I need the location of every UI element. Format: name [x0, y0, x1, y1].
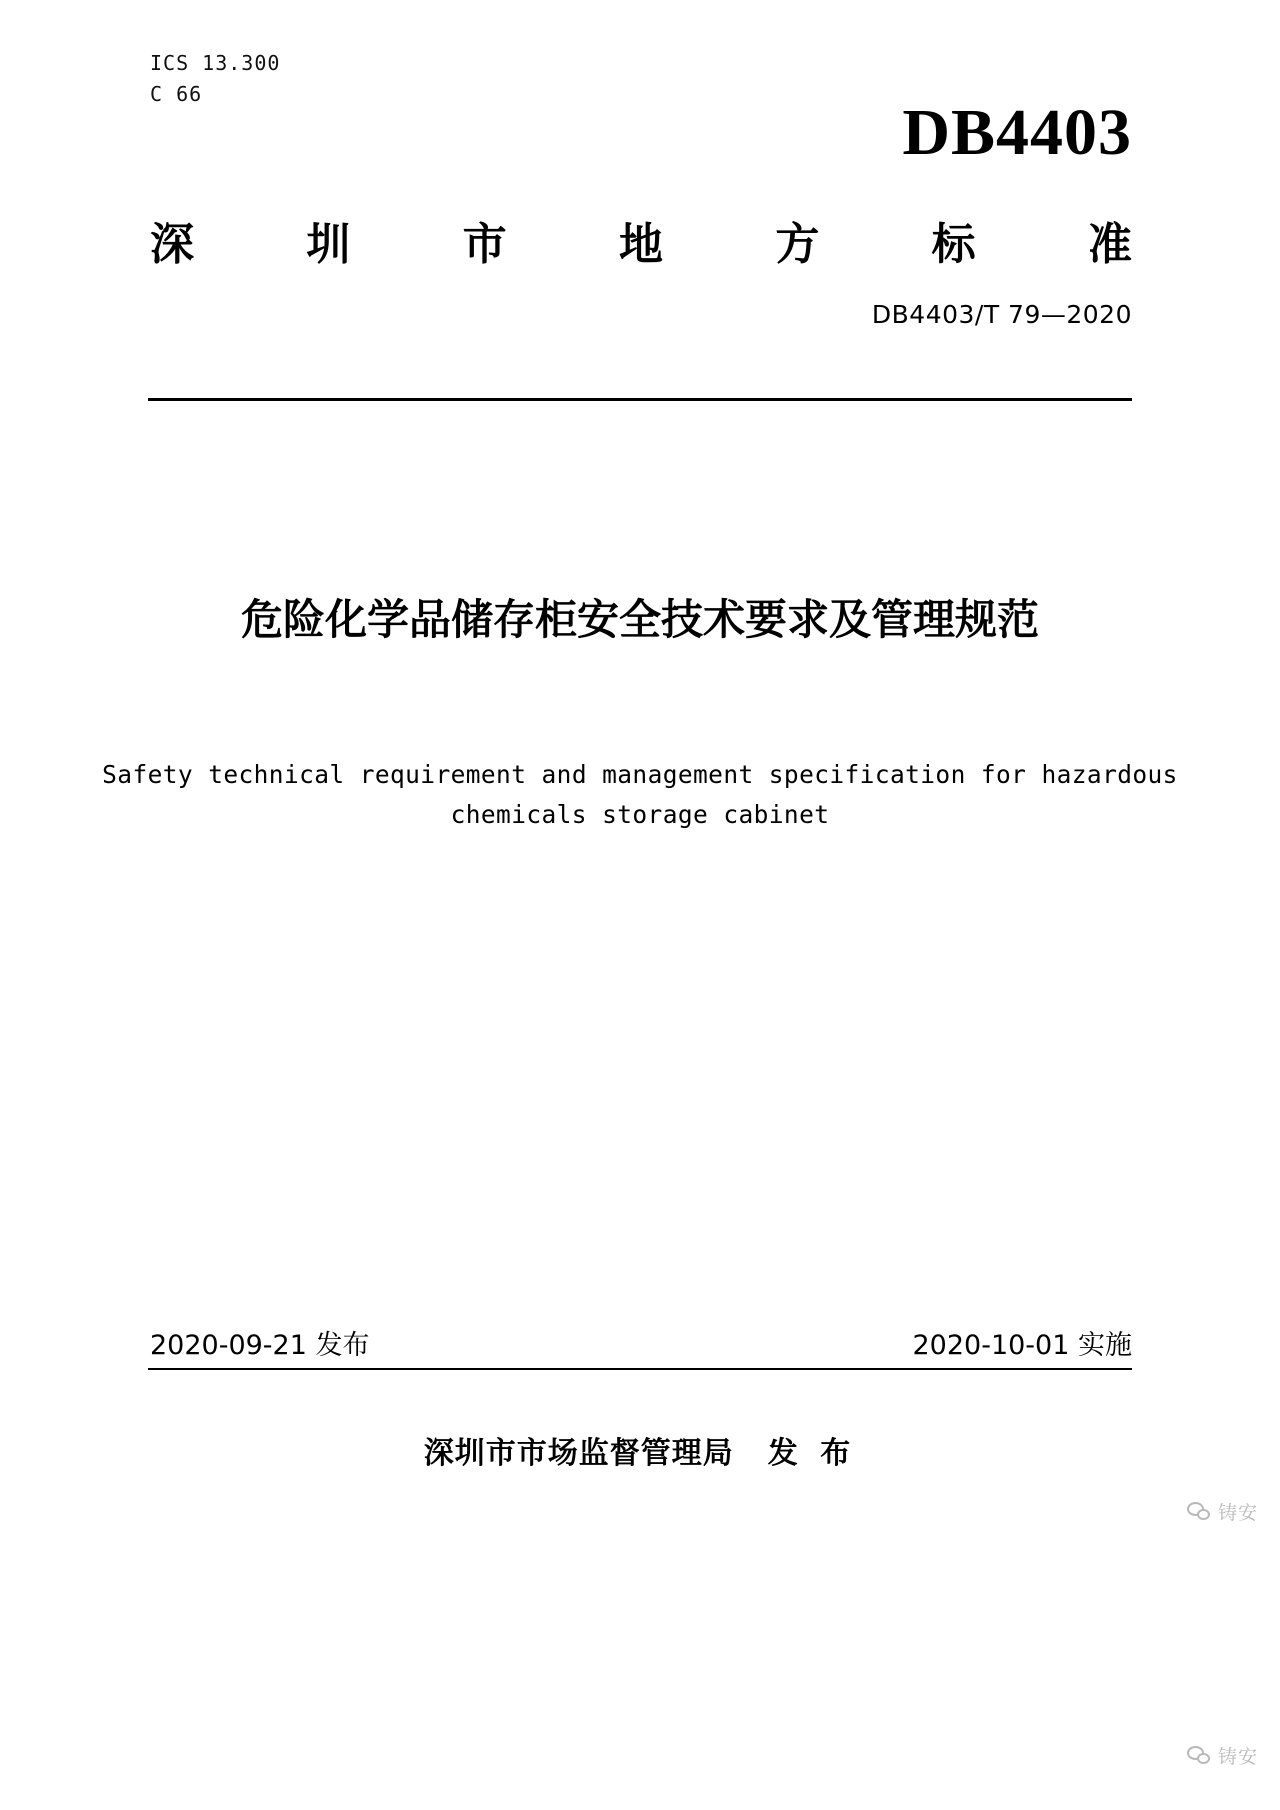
- classification-code: C 66: [150, 82, 203, 106]
- watermark-top: [1187, 1498, 1258, 1525]
- document-title-en-line1: Safety technical requirement and management specification for hazardous: [102, 760, 1178, 789]
- standard-authority-title: 深圳市地方标准: [150, 219, 1132, 270]
- ics-classification-block: [150, 48, 280, 110]
- wechat-icon: [1187, 1746, 1211, 1766]
- document-title-en: [98, 755, 1182, 836]
- footer-divider: [148, 1368, 1132, 1370]
- publisher-line: [118, 1428, 1162, 1472]
- effective-date: 2020-10-01 实施: [912, 1330, 1132, 1361]
- watermark-bottom: [1187, 1742, 1258, 1769]
- document-title-cn: 危险化学品储存柜安全技术要求及管理规范: [240, 595, 1039, 644]
- document-title-en-line2: chemicals storage cabinet: [450, 800, 830, 830]
- watermark-bottom-label: 铸安: [1217, 1746, 1258, 1768]
- standard-number: DB4403/T 79—2020: [871, 300, 1132, 329]
- watermark-top-label: 铸安: [1217, 1502, 1258, 1524]
- ics-code: ICS 13.300: [150, 51, 281, 75]
- wechat-icon: [1187, 1502, 1211, 1522]
- publisher-name: 深圳市市场监督管理局: [423, 1436, 734, 1471]
- issue-date: 2020-09-21 发布: [150, 1330, 370, 1361]
- publisher-verb: 发 布: [767, 1436, 857, 1471]
- header-divider: [148, 398, 1132, 401]
- standard-series-number: DB4403: [902, 96, 1132, 169]
